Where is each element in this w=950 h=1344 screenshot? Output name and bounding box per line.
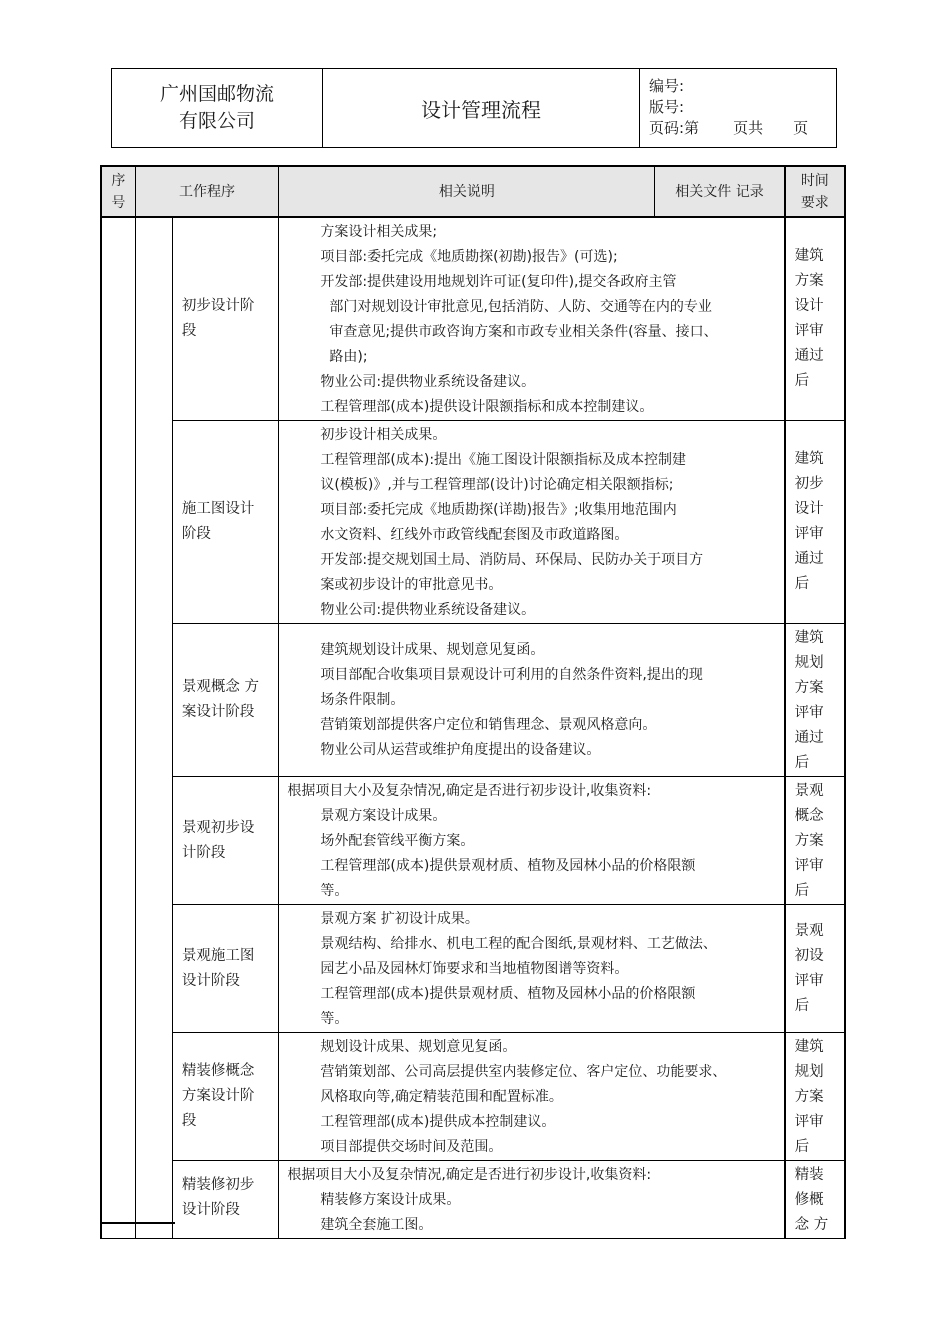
- time-text: 评审: [794, 858, 824, 874]
- header-seq-line2: 号: [111, 194, 126, 211]
- stage-cell: [172, 777, 279, 905]
- stage-label: 方案设计阶: [181, 1088, 255, 1104]
- time-text: 通过: [794, 348, 824, 364]
- description-line: 营销策划部提供客户定位和销售理念、景观风格意向。: [320, 717, 657, 733]
- description-line: 工程管理部(成本)提供设计限额指标和成本控制建议。: [320, 399, 654, 415]
- stage-label: 段: [181, 323, 197, 339]
- time-text: 念 方: [794, 1217, 829, 1233]
- time-text: 规划: [794, 655, 824, 671]
- description-line: 等。: [320, 883, 349, 899]
- time-text: 后: [794, 755, 810, 771]
- description-cell: [279, 421, 785, 624]
- time-text: 初步: [794, 476, 824, 492]
- table-row: [101, 421, 845, 624]
- description-line: 等。: [320, 1011, 349, 1027]
- description-line: 物业公司从运营或维护角度提出的设备建议。: [320, 742, 601, 758]
- time-text: 后: [794, 998, 810, 1014]
- time-text: 概念: [794, 808, 824, 824]
- table-row: [101, 1161, 845, 1239]
- description-line: 议(模板)》,并与工程管理部(设计)讨论确定相关限额指标;: [320, 477, 674, 493]
- description-line: 物业公司:提供物业系统设备建议。: [320, 374, 536, 390]
- company-name-line1: 广州国邮物流: [159, 83, 274, 105]
- header-time-line2: 要求: [800, 194, 829, 211]
- header-time: [785, 166, 845, 217]
- table-row: [101, 624, 845, 777]
- description-line: 建筑规划设计成果、规划意见复函。: [320, 642, 545, 658]
- stage-label: 施工图设计: [181, 501, 255, 517]
- header-seq: [101, 166, 135, 217]
- description-line: 精装修方案设计成果。: [320, 1192, 461, 1208]
- description-line: 项目部:委托完成《地质勘探(详勘)报告》;收集用地范围内: [320, 502, 677, 518]
- time-text: 规划: [794, 1064, 824, 1080]
- description-line: 风格取向等,确定精装范围和配置标准。: [320, 1089, 563, 1105]
- description-line: 初步设计相关成果。: [320, 427, 447, 443]
- stage-label: 阶段: [181, 526, 211, 542]
- description-line: 方案设计相关成果;: [320, 224, 438, 240]
- page-info: [649, 118, 808, 139]
- table-row: [101, 905, 845, 1033]
- description-line: 建筑全套施工图。: [320, 1217, 433, 1233]
- description-line: 景观结构、给排水、机电工程的配合图纸,景观材料、工艺做法、: [320, 936, 717, 952]
- description-line: 工程管理部(成本)提供成本控制建议。: [320, 1114, 556, 1130]
- time-text: 精装: [794, 1167, 824, 1183]
- table-bottom-edge: [100, 1222, 175, 1224]
- stage-label: 初步设计阶: [181, 298, 255, 314]
- time-text: 方案: [794, 1089, 824, 1105]
- stage-label: 精装修概念: [181, 1063, 255, 1079]
- time-text: 通过: [794, 551, 824, 567]
- description-line: 工程管理部(成本)提供景观材质、植物及园林小品的价格限额: [320, 986, 696, 1002]
- description-line: 景观方案设计成果。: [320, 808, 447, 824]
- code-label: 编号:: [649, 77, 685, 95]
- time-text: 建筑: [794, 451, 824, 467]
- description-line: 景观方案 扩初设计成果。: [320, 911, 479, 927]
- time-text: 初设: [794, 948, 824, 964]
- header-files: 相关文件 记录: [675, 183, 764, 200]
- stage-label: 设计阶段: [181, 1202, 240, 1218]
- company-name: [112, 69, 322, 147]
- stage-label: 景观施工图: [181, 947, 255, 964]
- stage-label: 段: [181, 1113, 197, 1129]
- process-table: [100, 165, 846, 1239]
- time-text: 方案: [794, 680, 824, 696]
- table-row: [101, 1033, 845, 1161]
- time-text: 设计: [794, 298, 824, 314]
- page-total-label: 页共: [733, 119, 764, 137]
- document-meta: [649, 76, 808, 139]
- header-seq-line1: 序: [111, 172, 126, 189]
- description-line: 场外配套管线平衡方案。: [320, 833, 475, 849]
- description-line: 水文资料、红线外市政管线配套图及市政道路图。: [320, 527, 629, 543]
- description-cell: [279, 624, 785, 777]
- stage-cell: [172, 1033, 279, 1161]
- description-line: 开发部:提供建设用地规划许可证(复印件),提交各政府主管: [320, 274, 677, 290]
- table-row: [101, 217, 845, 421]
- time-text: 建筑: [794, 630, 824, 646]
- company-name-line2: 有限公司: [178, 110, 255, 132]
- table-header-row: [101, 166, 845, 217]
- time-text: 评审: [794, 705, 824, 721]
- time-text: 方案: [794, 833, 824, 849]
- description-line: 工程管理部(成本):提出《施工图设计限额指标及成本控制建: [320, 452, 687, 468]
- time-cell: [785, 217, 845, 421]
- time-text: 评审: [794, 1114, 824, 1130]
- table-row: [101, 777, 845, 905]
- header-time-line1: 时间: [800, 172, 829, 189]
- description-cell: [279, 1161, 785, 1239]
- description-line: 营销策划部、公司高层提供室内装修定位、客户定位、功能要求、: [320, 1064, 727, 1080]
- page-label: 页码:第: [649, 119, 700, 137]
- time-cell: [785, 1033, 845, 1161]
- stage-cell: [172, 905, 279, 1033]
- time-text: 评审: [794, 973, 824, 989]
- time-text: 修概: [794, 1192, 824, 1208]
- time-cell: [785, 624, 845, 777]
- time-text: 方案: [794, 273, 824, 289]
- time-text: 通过: [794, 730, 824, 746]
- description-line: 审查意见;提供市政咨询方案和市政专业相关条件(容量、接口、: [329, 324, 718, 340]
- time-text: 后: [794, 576, 810, 592]
- stage-cell: [172, 624, 279, 777]
- stage-cell: [172, 1161, 279, 1239]
- time-cell: [785, 905, 845, 1033]
- description-cell: [279, 217, 785, 421]
- description-line: 工程管理部(成本)提供景观材质、植物及园林小品的价格限额: [320, 858, 696, 874]
- sub-cell: [135, 217, 172, 1239]
- document-title: 设计管理流程: [421, 97, 541, 122]
- stage-label: 计阶段: [181, 844, 226, 861]
- description-line: 项目部配合收集项目景观设计可利用的自然条件资料,提出的现: [320, 667, 703, 683]
- header-description-group: [279, 166, 785, 217]
- time-text: 设计: [794, 501, 824, 517]
- header-divider: [639, 69, 640, 147]
- description-line: 根据项目大小及复杂情况,确定是否进行初步设计,收集资料:: [287, 783, 652, 799]
- time-text: 建筑: [794, 1039, 824, 1055]
- stage-label: 景观概念 方: [181, 679, 259, 695]
- description-cell: [279, 905, 785, 1033]
- stage-label: 景观初步设: [181, 819, 255, 836]
- time-text: 评审: [794, 526, 824, 542]
- time-text: 建筑: [794, 248, 824, 264]
- time-cell: [785, 777, 845, 905]
- time-text: 后: [794, 373, 810, 389]
- description-cell: [279, 1033, 785, 1161]
- stage-label: 案设计阶段: [181, 704, 255, 720]
- stage-cell: [172, 217, 279, 421]
- description-line: 根据项目大小及复杂情况,确定是否进行初步设计,收集资料:: [287, 1167, 652, 1183]
- time-text: 景观: [794, 783, 824, 799]
- stage-cell: [172, 421, 279, 624]
- description-line: 部门对规划设计审批意见,包括消防、人防、交通等在内的专业: [329, 299, 712, 315]
- document-header: [111, 68, 837, 148]
- time-cell: [785, 1161, 845, 1239]
- description-line: 项目部提供交场时间及范围。: [320, 1139, 503, 1155]
- header-description: 相关说明: [279, 167, 655, 216]
- time-text: 景观: [794, 923, 824, 939]
- description-line: 开发部:提交规划国土局、消防局、环保局、民防办关于项目方: [320, 552, 704, 568]
- version-label: 版号:: [649, 98, 685, 116]
- time-cell: [785, 421, 845, 624]
- seq-cell: [101, 217, 135, 1239]
- description-cell: [279, 777, 785, 905]
- stage-label: 设计阶段: [181, 972, 240, 989]
- time-text: 评审: [794, 323, 824, 339]
- stage-label: 精装修初步: [181, 1177, 255, 1193]
- description-line: 规划设计成果、规划意见复函。: [320, 1039, 517, 1055]
- description-line: 物业公司:提供物业系统设备建议。: [320, 602, 536, 618]
- time-text: 后: [794, 883, 810, 899]
- page-suffix: 页: [793, 119, 809, 137]
- time-text: 后: [794, 1139, 810, 1155]
- description-line: 案或初步设计的审批意见书。: [320, 577, 503, 593]
- description-line: 园艺小品及园林灯饰要求和当地植物图谱等资料。: [320, 961, 629, 977]
- description-line: 路由);: [329, 349, 368, 365]
- description-line: 项目部:委托完成《地质勘探(初勘)报告》(可选);: [320, 249, 618, 265]
- header-procedure: 工作程序: [135, 166, 279, 217]
- description-line: 场条件限制。: [320, 692, 405, 708]
